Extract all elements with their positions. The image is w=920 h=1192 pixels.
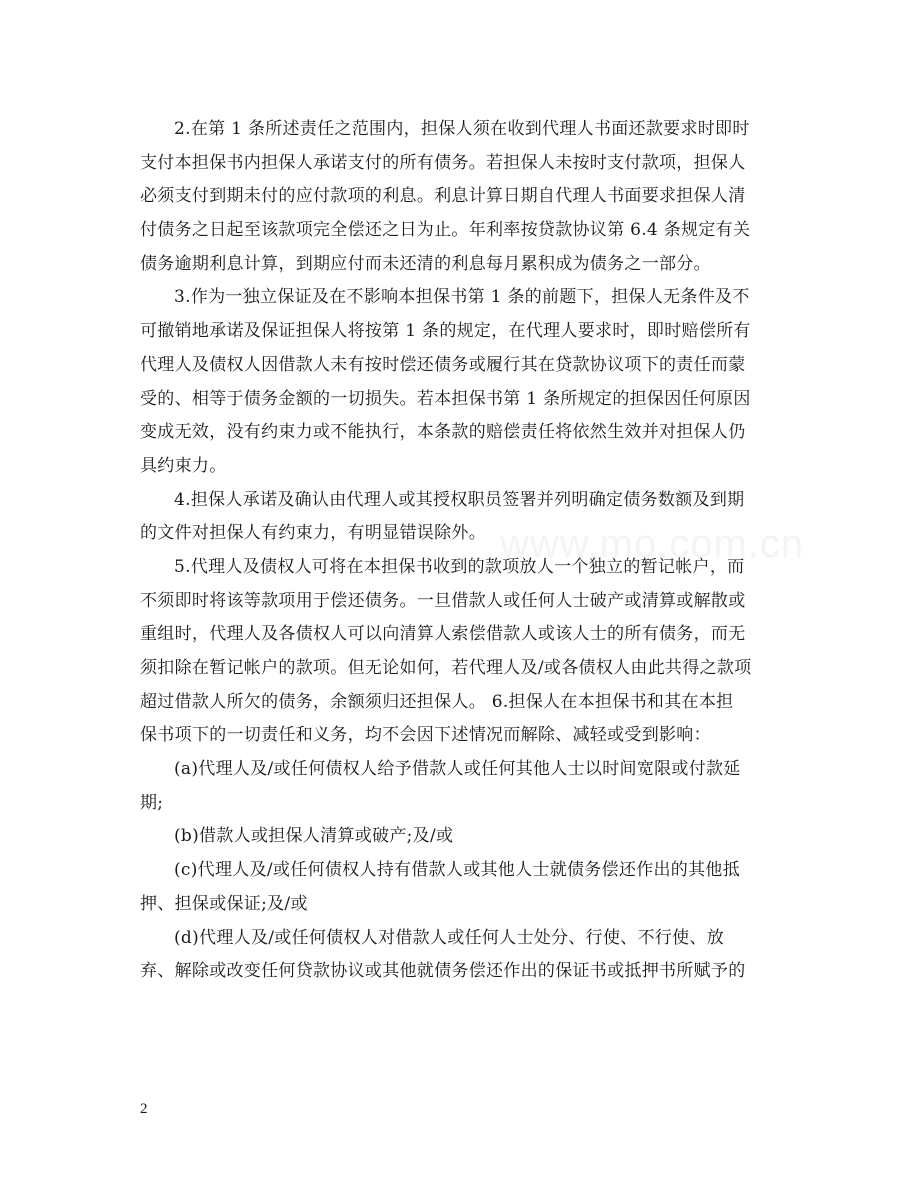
- text-line: 3.作为一独立保证及在不影响本担保书第 1 条的前题下，担保人无条件及不: [174, 287, 750, 308]
- text-line: 的文件对担保人有约束力，有明显错误除外。: [140, 523, 486, 544]
- text-line: 超过借款人所欠的债务，余额须归还担保人。 6.担保人在本担保书和其在本担: [140, 691, 734, 712]
- text-line: 变成无效，没有约束力或不能执行，本条款的赔偿责任将依然生效并对担保人仍: [140, 422, 746, 443]
- text-line: 弃、解除或改变任何贷款协议或其他就债务偿还作出的保证书或抵押书所赋予的: [140, 961, 746, 982]
- page-number: 2: [140, 1101, 148, 1117]
- text-line: (b)借款人或担保人清算或破产;及/或: [174, 826, 454, 847]
- text-line: 受的、相等于债务金额的一切损失。若本担保书第 1 条所规定的担保因任何原因: [140, 388, 751, 409]
- text-line: 具约束力。: [140, 455, 227, 476]
- text-line: 可撤销地承诺及保证担保人将按第 1 条的规定，在代理人要求时，即时赔偿所有: [140, 321, 751, 342]
- text-line: 债务逾期利息计算，到期应付而未还清的利息每月累积成为债务之一部分。: [140, 253, 711, 274]
- text-line: 重组时，代理人及各债权人可以向清算人索偿借款人或该人士的所有债务，而无: [140, 624, 746, 645]
- text-line: 保书项下的一切责任和义务，均不会因下述情况而解除、减轻或受到影响：: [140, 725, 711, 746]
- text-line: 代理人及债权人因借款人未有按时偿还债务或履行其在贷款协议项下的责任而蒙: [140, 354, 746, 375]
- text-line: 付债务之日起至该款项完全偿还之日为止。年利率按贷款协议第 6.4 条规定有关: [140, 220, 751, 241]
- text-line: (d)代理人及/或任何债权人对借款人或任何人士处分、行使、不行使、放: [174, 927, 725, 948]
- text-line: 期;: [140, 792, 164, 813]
- text-line: 2.在第 1 条所述责任之范围内，担保人须在收到代理人书面还款要求时即时: [174, 119, 750, 139]
- text-line: (a)代理人及/或任何债权人给予借款人或任何其他人士以时间宽限或付款延: [174, 759, 741, 780]
- watermark: www.mo.com.cn: [500, 522, 805, 566]
- text-line: 必须支付到期未付的应付款项的利息。利息计算日期自代理人书面要求担保人清: [140, 186, 746, 207]
- text-line: 4.担保人承诺及确认由代理人或其授权职员签署并列明确定债务数额及到期: [174, 489, 745, 510]
- text-line: 押、担保或保证;及/或: [140, 893, 308, 914]
- text-line: 不须即时将该等款项用于偿还债务。一旦借款人或任何人士破产或清算或解散或: [140, 590, 746, 611]
- text-line: (c)代理人及/或任何债权人持有借款人或其他人士就债务偿还作出的其他抵: [174, 860, 741, 881]
- text-line: 支付本担保书内担保人承诺支付的所有债务。若担保人未按时支付款项，担保人: [140, 152, 746, 173]
- text-line: 5.代理人及债权人可将在本担保书收到的款项放人一个独立的暂记帐户，而: [174, 556, 745, 577]
- text-line: 须扣除在暂记帐户的款项。但无论如何，若代理人及/或各债权人由此共得之款项: [140, 658, 752, 678]
- document-body: [140, 118, 780, 994]
